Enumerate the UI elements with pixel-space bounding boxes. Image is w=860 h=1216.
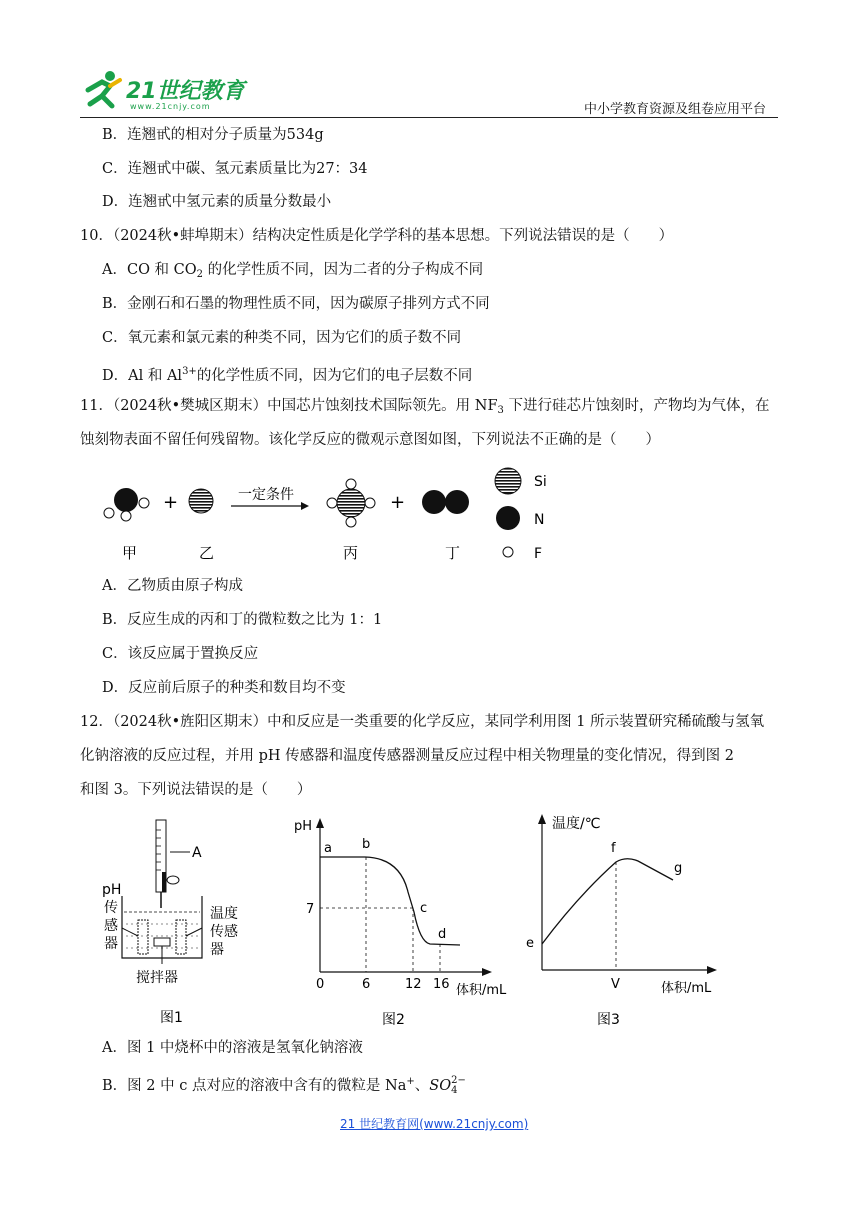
q10-option-d: D．Al 和 $Al^{3+}$的化学性质不同，因为它们的电子层数不同 (102, 366, 473, 384)
figure-3-caption: 图3 (597, 1012, 620, 1028)
q10-option-c: C．氧元素和氯元素的种类不同，因为它们的质子数不同 (102, 330, 462, 346)
svg-text:+: + (163, 492, 179, 513)
fig2-point-b: b (362, 837, 371, 852)
fig2-ytick-7: 7 (306, 902, 315, 917)
q9-option-c: C．连翘甙中碳、氢元素质量比为27：34 (102, 161, 368, 177)
fig2-xtick-12: 12 (405, 977, 422, 992)
molecule-bing (327, 479, 375, 527)
molecule-jia (104, 488, 149, 521)
figure-1-apparatus (98, 812, 258, 1032)
reaction-condition: 一定条件 (238, 487, 294, 503)
label-jia: 甲 (122, 544, 138, 562)
logo-text: 21世纪教育 (126, 79, 245, 104)
fig2-xtick-6: 6 (362, 977, 371, 992)
fig3-y-label: 温度/℃ (552, 816, 601, 832)
temp-sensor-label-1: 温度 (210, 906, 238, 922)
figure-3-temperature-chart (518, 806, 728, 1032)
fig2-x-label: 体积/mL (456, 983, 507, 998)
q11-option-d: D．反应前后原子的种类和数目均不变 (102, 680, 346, 696)
fig2-xtick-16: 16 (433, 977, 450, 992)
q12-stem-line3: 和图 3。下列说法错误的是（ ） (80, 782, 312, 798)
footer-link[interactable]: 21 世纪教育网(www.21cnjy.com) (340, 1117, 529, 1131)
fig3-point-e: e (526, 936, 534, 951)
q12-option-b: B．图 2 中 c 点对应的溶液中含有的微粒是 Na+、SO 2− 4 (102, 1075, 466, 1096)
legend-n: N (534, 512, 545, 528)
ph-sensor-label-4: 器 (104, 936, 118, 952)
legend-si: Si (534, 474, 547, 490)
q9-option-b: B．连翘甙的相对分子质量为534g (102, 127, 324, 143)
q11-option-b: B．反应生成的丙和丁的微粒数之比为 1：1 (102, 612, 383, 628)
atom-si (189, 489, 213, 513)
fig2-point-a: a (324, 841, 332, 856)
header-rule (80, 117, 778, 118)
runner-logo-icon (80, 68, 124, 112)
ph-sensor-label-3: 感 (104, 918, 118, 934)
temp-sensor-label-2: 传感 (210, 924, 238, 940)
fig2-y-label: pH (294, 819, 313, 834)
figure-2-caption: 图2 (382, 1012, 405, 1028)
ph-sensor-label-1: pH (102, 882, 122, 898)
platform-name: 中小学教育资源及组卷应用平台 (584, 102, 767, 117)
svg-text:+: + (390, 492, 406, 513)
fig3-point-f: f (611, 841, 616, 856)
label-ding: 丁 (445, 544, 461, 562)
fig3-point-g: g (674, 861, 683, 876)
q11-option-c: C．该反应属于置换反应 (102, 646, 259, 662)
q11-reaction-diagram (95, 462, 565, 568)
legend-f: F (534, 546, 543, 562)
fig2-point-d: d (438, 927, 447, 942)
q11-option-a: A．乙物质由原子构成 (102, 578, 243, 594)
q12-option-a: A．图 1 中烧杯中的溶液是氢氧化钠溶液 (102, 1040, 363, 1056)
fig3-x-label: 体积/mL (661, 981, 712, 996)
label-yi: 乙 (199, 544, 215, 562)
logo-url: www.21cnjy.com (130, 102, 211, 111)
stirrer-label: 搅拌器 (136, 970, 178, 986)
temp-sensor-label-3: 器 (210, 942, 224, 958)
q11-stem-line1: 11．（2024秋•樊城区期末）中国芯片蚀刻技术国际领先。用 $NF_3$ 下进行硅芯片蚀刻时，产物均为气体，在 (80, 398, 770, 416)
fig2-xtick-0: 0 (316, 977, 325, 992)
q12-stem-line1: 12．（2024秋•旌阳区期末）中和反应是一类重要的化学反应，某同学利用图 1 所示装置研究稀硫酸与氢氧 (80, 714, 765, 730)
footer (340, 1113, 528, 1132)
label-a: A (192, 845, 202, 861)
ph-sensor-label-2: 传 (104, 900, 118, 916)
figure-1-caption: 图1 (160, 1010, 183, 1026)
q10-option-b: B．金刚石和石墨的物理性质不同，因为碳原子排列方式不同 (102, 296, 490, 312)
fig2-point-c: c (420, 901, 428, 916)
fig3-xtick-v: V (611, 977, 620, 992)
q12-stem-line2: 化钠溶液的反应过程，并用 pH 传感器和温度传感器测量反应过程中相关物理量的变化情况，得到图 2 (80, 748, 734, 764)
q9-option-d: D．连翘甙中氢元素的质量分数最小 (102, 194, 332, 210)
label-bing: 丙 (343, 544, 359, 562)
q10-option-a: A．CO 和 $CO_2$ 的化学性质不同，因为二者的分子构成不同 (102, 262, 484, 280)
q11-stem-line2: 蚀刻物表面不留任何残留物。该化学反应的微观示意图如图，下列说法不正确的是（ ） (80, 432, 660, 448)
q10-stem: 10．（2024秋•蚌埠期末）结构决定性质是化学学科的基本思想。下列说法错误的是（ ） (80, 228, 674, 244)
header-logo (80, 68, 260, 114)
figure-2-ph-chart (290, 812, 507, 1032)
